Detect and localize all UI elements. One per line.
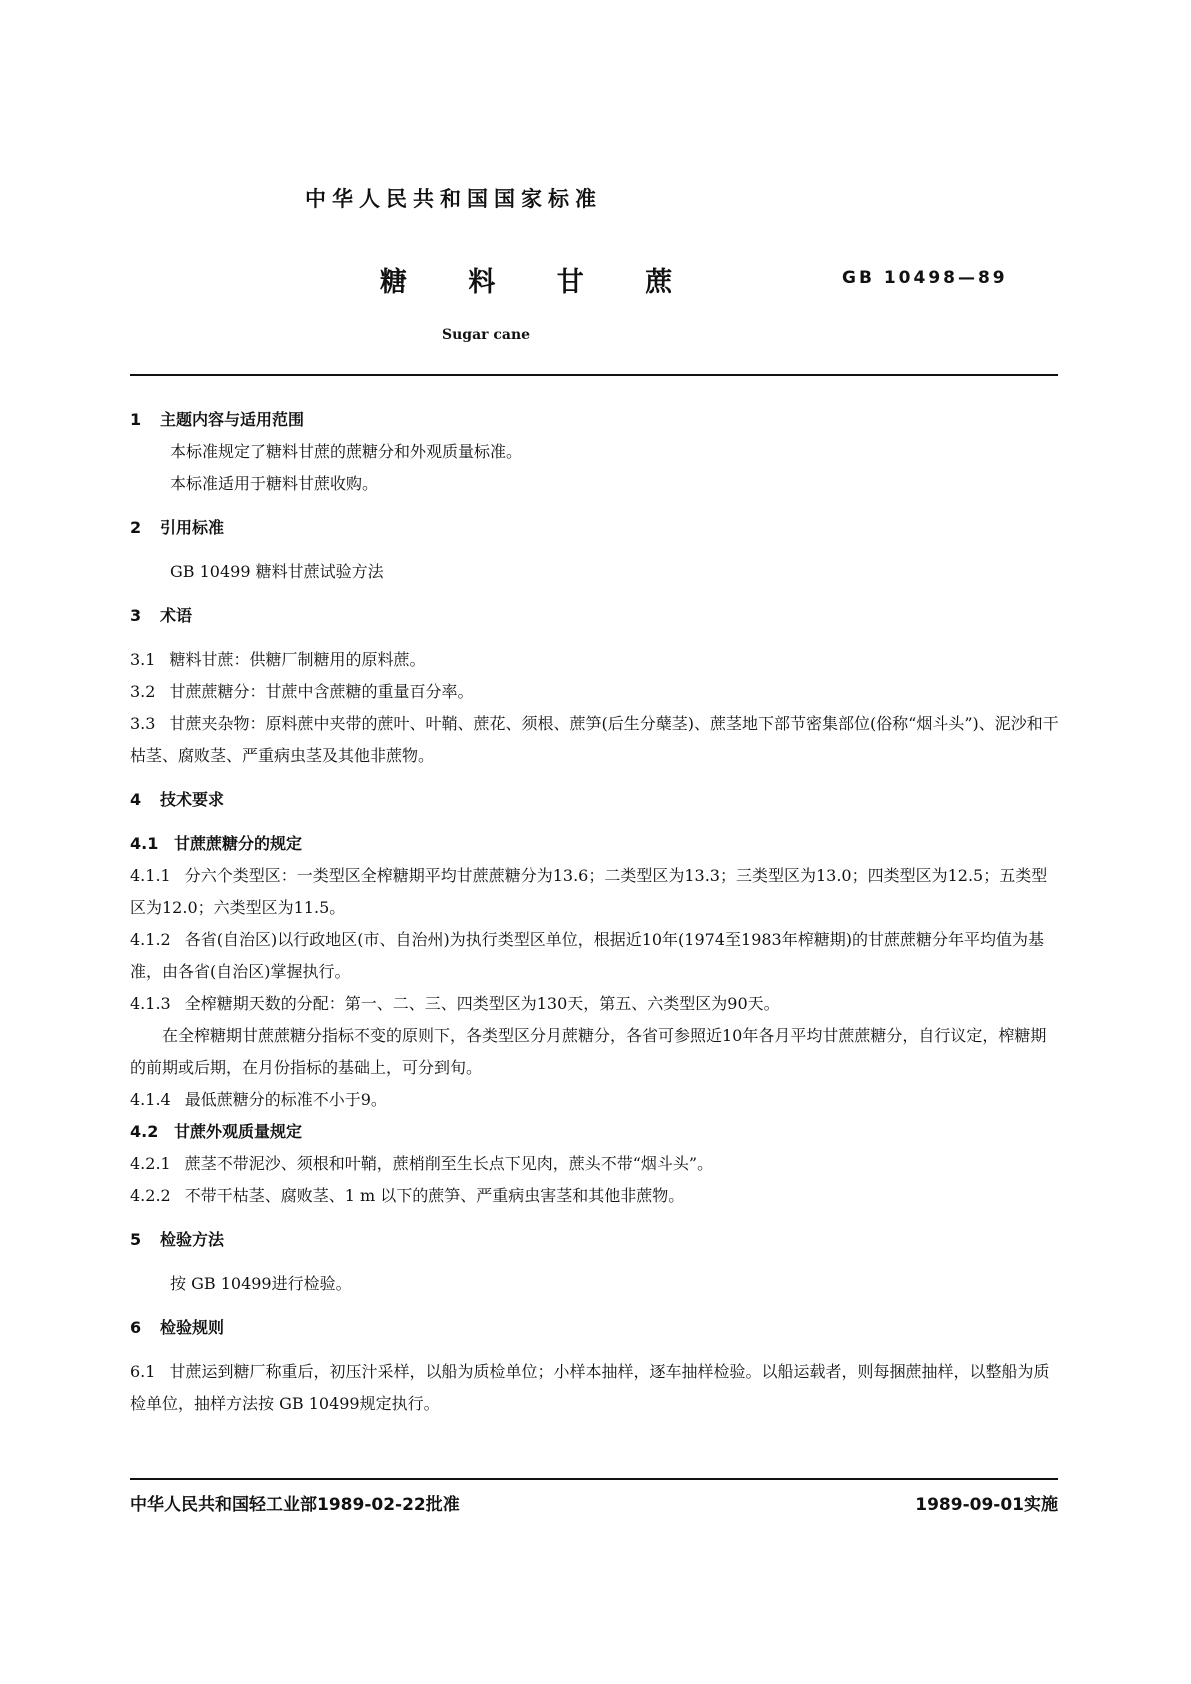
- section-4-heading: [130, 784, 1060, 816]
- clause-3-3: 3.3 甘蔗夹杂物：原料蔗中夹带的蔗叶、叶鞘、蔗花、须根、蔗笋(后生分蘖茎)、蔗茎地下部节密集部位(俗称“烟斗头”)、泥沙和干枯茎、腐败茎、严重病虫茎及其他非蔗物。: [130, 714, 1059, 765]
- footer: [130, 1490, 1058, 1515]
- paragraph: 按 GB 10499进行检验。: [170, 1274, 352, 1293]
- section-title: 技术要求: [160, 790, 225, 809]
- document-body: [130, 410, 1060, 1420]
- document-code: GB 10498—89: [842, 268, 1008, 288]
- section-number: 3: [130, 606, 142, 625]
- clause-3-2: 3.2 甘蔗蔗糖分：甘蔗中含蔗糖的重量百分率。: [130, 682, 474, 701]
- footer-divider: [130, 1478, 1058, 1480]
- section-title: 检验规则: [160, 1318, 225, 1337]
- clause-3-1: 3.1 糖料甘蔗：供糖厂制糖用的原料蔗。: [130, 650, 426, 669]
- document-title: 糖 料 甘 蔗: [380, 267, 699, 298]
- section-title: 主题内容与适用范围: [160, 410, 305, 429]
- header-divider: [130, 374, 1058, 376]
- section-number: 6: [130, 1318, 142, 1337]
- section-number: 2: [130, 518, 142, 537]
- clause-4-1-2: 4.1.2 各省(自治区)以行政地区(市、自治州)为执行类型区单位，根据近10年(1974至1983年榨糖期)的甘蔗蔗糖分年平均值为基准，由各省(自治区)掌握执行。: [130, 930, 1044, 981]
- standard-title: 中华人民共和国国家标准: [305, 187, 602, 211]
- section-1-heading: [130, 404, 1060, 436]
- paragraph: 本标准适用于糖料甘蔗收购。: [170, 474, 379, 493]
- reference-item: GB 10499 糖料甘蔗试验方法: [170, 562, 384, 581]
- section-number: 1: [130, 410, 142, 429]
- clause-4-1-3: 4.1.3 全榨糖期天数的分配：第一、二、三、四类型区为130天，第五、六类型区为90天。: [130, 994, 780, 1013]
- document-subtitle: Sugar cane: [442, 327, 531, 343]
- clause-4-1-1: 4.1.1 分六个类型区：一类型区全榨糖期平均甘蔗蔗糖分为13.6；二类型区为13.3；三类型区为13.0；四类型区为12.5；五类型区为12.0；六类型区为11.5。: [130, 866, 1048, 917]
- section-title: 引用标准: [160, 518, 225, 537]
- subsection-4-1-heading: 4.1 甘蔗蔗糖分的规定: [130, 834, 303, 853]
- clause-4-1-3-paragraph: 在全榨糖期甘蔗蔗糖分指标不变的原则下，各类型区分月蔗糖分，各省可参照近10年各月平均甘蔗蔗糖分，自行议定，榨糖期的前期或后期，在月份指标的基础上，可分到旬。: [130, 1026, 1047, 1077]
- approval-date: 中华人民共和国轻工业部1989-02-22批准: [130, 1495, 460, 1515]
- clause-6-1: 6.1 甘蔗运到糖厂称重后，初压汁采样，以船为质检单位；小样本抽样，逐车抽样检验。以船运载者，则每捆蔗抽样，以整船为质检单位，抽样方法按 GB 10499规定执行。: [130, 1362, 1050, 1413]
- section-5-heading: [130, 1224, 1060, 1256]
- section-3-heading: [130, 600, 1060, 632]
- section-title: 检验方法: [160, 1230, 225, 1249]
- clause-4-2-1: 4.2.1 蔗茎不带泥沙、须根和叶鞘，蔗梢削至生长点下见肉，蔗头不带“烟斗头”。: [130, 1154, 714, 1173]
- section-6-heading: [130, 1312, 1060, 1344]
- effective-date: 1989-09-01实施: [915, 1495, 1058, 1515]
- section-number: 4: [130, 790, 142, 809]
- section-title: 术语: [160, 606, 193, 625]
- clause-4-1-4: 4.1.4 最低蔗糖分的标准不小于9。: [130, 1090, 387, 1109]
- subsection-4-2-heading: 4.2 甘蔗外观质量规定: [130, 1122, 303, 1141]
- clause-4-2-2: 4.2.2 不带干枯茎、腐败茎、1 m 以下的蔗笋、严重病虫害茎和其他非蔗物。: [130, 1186, 685, 1205]
- section-number: 5: [130, 1230, 142, 1249]
- paragraph: 本标准规定了糖料甘蔗的蔗糖分和外观质量标准。: [170, 442, 523, 461]
- section-2-heading: [130, 512, 1060, 544]
